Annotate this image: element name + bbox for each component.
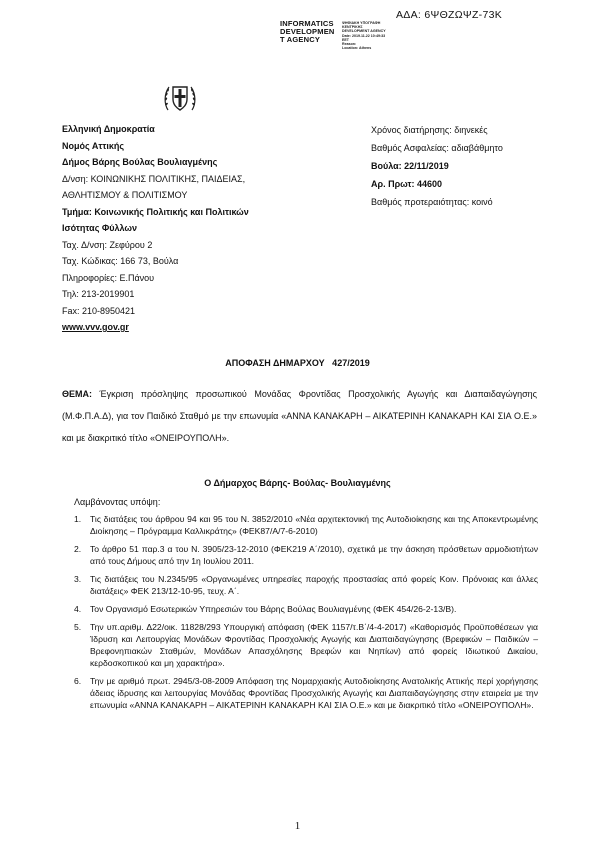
directorate-label: Δ/νση: [62,173,91,184]
item-text: Τον Οργανισμό Εσωτερικών Υπηρεσιών του Βάρης Βούλας Βουλιαγμένης (ΦΕΚ 454/26-2-13/Β). [90,604,457,614]
item-text: Την υπ.αριθμ. Δ22/οικ. 11828/293 Υπουργική απόφαση (ΦΕΚ 1157/τ.Β΄/4-4-2017) «Καθορισμός Προϋποθέσεων για Ίδρυση και Λειτουργίας Μονάδων Φροντίδας Προσχολικής Αγωγής και Διαπαιδαγώγησης (Βρεφικών – Παιδικών – Βρεφονηπιακών Σταθμών, Μονάδων Απασχόλησης Βρεφών και Νηπίων) από φορείς Ιδιωτικού Δικαίου, κερδοσκοπικού και μη χαρακτήρα». [90,622,538,668]
item-number: 3. [74,574,82,584]
protocol-number: Αρ. Πρωτ: 44600 [371,179,443,189]
mayor-heading: Ο Δήμαρχος Βάρης- Βούλας- Βουλιαγμένης [204,478,391,488]
signature-line: Date: 2019.11.22 10:49:33 [342,33,386,38]
considering-label: Λαμβάνοντας υπόψη: [74,497,161,507]
list-item [74,675,538,711]
item-number: 4. [74,604,82,614]
signature-line: ΨΗΦΙΑΚΗ ΥΠΟΓΡΑΦΗ [342,21,381,25]
item-text: Το άρθρο 51 παρ.3 α του Ν. 3905/23-12-2010 (ΦΕΚ219 Α΄/2010), σχετικά με την άσκηση πρόσθετων αρμοδιοτήτων από τους Δήμους από την 1η Ιουλίου 2011. [90,544,538,566]
postal-code-line: Ταχ. Κώδικας: 166 73, Βούλα [62,256,179,266]
item-number: 2. [74,544,82,554]
agency-logo-text [280,20,335,45]
ada-code: ΑΔΑ: 6ΨΘΖΩΨΖ-73Κ [396,9,503,21]
information-contact-line: Πληροφορίες: Ε.Πάνου [62,272,155,283]
logo-line: INFORMATICS [280,19,334,28]
subject-text: Έγκριση πρόσληψης προσωπικού Μονάδας Φροντίδας Προσχολικής Αγωγής και Διαπαιδαγώγησης (Μ.Φ.Π.Α.Δ), για τον Παιδικό Σταθμό με την επωνυμία «ΑΝΝΑ ΚΑΝΑΚΑΡΗ – ΑΙΚΑΤΕΡΙΝΗ ΚΑΝΑΚΑΡΗ ΚΑΙ ΣΙΑ Ο.Ε.» και με διακριτικό τίτλο «ΟΝΕΙΡΟΥΠΟΛΗ». [62,389,537,443]
list-item [74,543,538,567]
subject-paragraph [62,383,537,449]
considerations-list [74,513,538,717]
list-item [74,513,538,537]
digital-signature-text [342,21,386,50]
item-text: Την με αριθμό πρωτ. 2945/3-08-2009 Απόφαση της Νομαρχιακής Αυτοδιοίκησης Ανατολικής Αττικής περί χορήγησης άδειας ίδρυσης και λειτουργίας Μονάδας Φροντίδας Προσχολικής Αγωγής και Διαπαιδαγώγησης στην εταιρεία με την επωνυμία «ΑΝΝΑ ΚΑΝΑΚΑΡΗ – ΑΙΚΑΤΕΡΙΝΗ ΚΑΝΑΚΑΡΗ ΚΑΙ ΣΙΑ Ο.Ε.» και με διακριτικό τίτλο «ΟΝΕΙΡΟΥΠΟΛΗ». [90,676,538,710]
document-metadata-block [371,121,571,211]
list-item [74,573,538,597]
decision-title: ΑΠΟΦΑΣΗ ΔΗΜΑΡΧΟΥ 427/2019 [225,358,370,368]
website-link[interactable]: www.vvv.gov.gr [62,322,129,332]
address-line: Ταχ. Δ/νση: Ζεφύρου 2 [62,239,153,250]
priority-level: Βαθμός προτεραιότητας: κοινό [371,197,493,207]
logo-line: T AGENCY [280,35,321,45]
signature-line: ΚΕΝΤΡΙΚΗΣ [342,25,363,30]
signature-line: Reason: [342,42,357,47]
country-line: Ελληνική Δημοκρατία [62,124,155,134]
item-number: 1. [74,514,82,524]
item-number: 6. [74,676,82,686]
issuing-authority-block [62,121,302,336]
logo-line: DEVELOPMEN [280,27,335,37]
signature-line: EET [342,37,349,42]
item-text: Τις διατάξεις του Ν.2345/95 «Οργανωμένες υπηρεσίες παροχής προστασίας από φορείς Κοιν. Πρόνοιας και άλλες διατάξεις» ΦΕΚ 213/12-10-95, τευχ. Α΄. [90,574,538,596]
department-line: Τμήμα: Κοινωνικής Πολιτικής και Πολιτικών [62,206,249,217]
item-text: Τις διατάξεις του άρθρου 94 και 95 του Ν. 3852/2010 «Νέα αρχιτεκτονική της Αυτοδιοίκησης και της Αποκεντρωμένης Διοίκησης – Πρόγραμμα Καλλικράτης» (ΦΕΚ87/Α/7-6-2010) [90,514,538,536]
directorate-value: ΚΟΙΝΩΝΙΚΗΣ ΠΟΛΙΤΙΚΗΣ, ΠΑΙΔΕΙΑΣ, [90,173,246,184]
department-line-2: Ισότητας Φύλλων [62,223,138,233]
page-number: 1 [294,820,301,832]
informatics-agency-stamp [280,20,400,52]
list-item [74,603,538,615]
item-number: 5. [74,622,82,632]
directorate-line [62,171,302,188]
signature-line: Location: Athens [342,46,372,51]
municipality-line: Δήμος Βάρης Βούλας Βουλιαγμένης [62,157,218,167]
document-date: Βούλα: 22/11/2019 [371,161,449,171]
security-level: Βαθμός Ασφαλείας: αδιαβάθμητο [371,143,503,153]
phone-line: Τηλ: 213-2019901 [62,289,135,299]
subject-label: ΘΕΜΑ: [62,389,92,399]
fax-line: Fax: 210-8950421 [62,305,136,316]
signature-line: DEVELOPMENT AGENCY [342,29,386,34]
greek-coat-of-arms-icon [162,82,198,114]
list-item [74,621,538,669]
prefecture-line: Νομός Αττικής [62,140,125,151]
directorate-line-2: ΑΘΛΗΤΙΣΜΟΥ & ΠΟΛΙΤΙΣΜΟΥ [62,190,188,200]
retention-time: Χρόνος διατήρησης: διηνεκές [371,125,488,135]
